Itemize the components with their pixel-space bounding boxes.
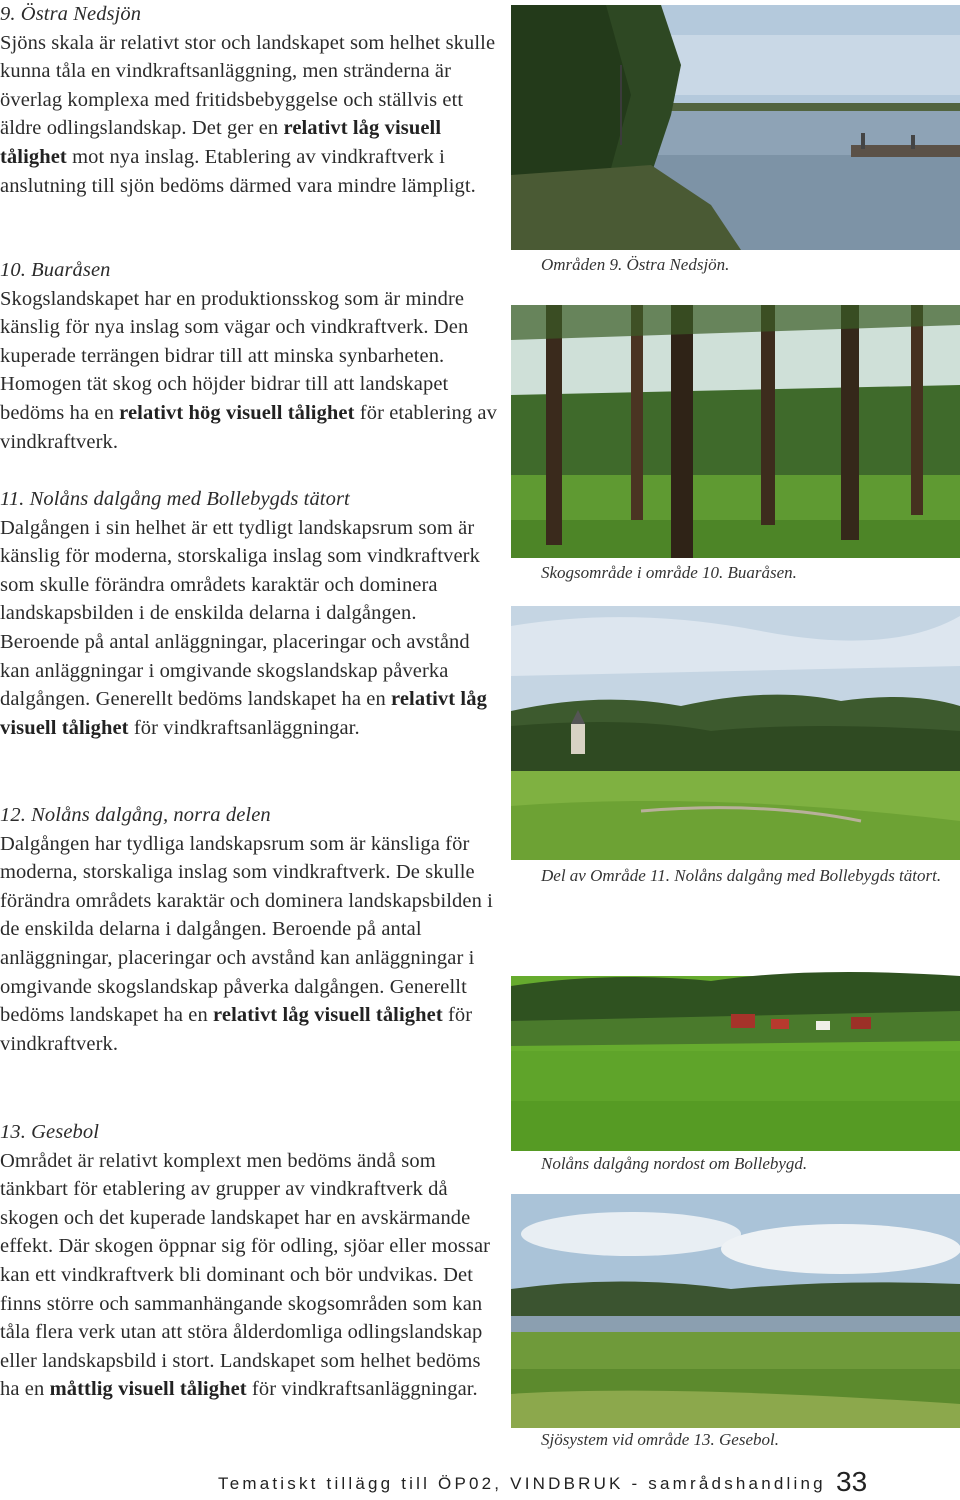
section-heading: 12. Nolåns dalgång, norra delen	[0, 804, 271, 826]
section-nolans-dalgang-bollebygd	[0, 485, 500, 742]
body-text: för vindkraftsanläggningar.	[128, 716, 360, 739]
photo-lakes-gesebol	[511, 1194, 960, 1428]
body-text: för vindkraftsanläggningar.	[246, 1378, 478, 1401]
emphasis-text: måttlig visuell tålighet	[49, 1378, 247, 1401]
photo-caption: Områden 9. Östra Nedsjön.	[541, 255, 730, 274]
photo-caption: Skogsområde i område 10. Buaråsen.	[541, 563, 797, 582]
emphasis-text: relativt hög visuell tålighet	[119, 401, 355, 424]
emphasis-text: relativt låg visuell tålighet	[213, 1004, 443, 1027]
photo-lake-ostra-nedsjon	[511, 5, 960, 250]
body-text: Sjöns skala är relativt stor och landskapet som helhet skulle kunna tåla en vindkraftsanläggning, men stränderna är överlag komplexa med fritidsbebyggelse och ställvis ett äldre odlingslandskap. Det ger en	[0, 31, 496, 140]
photo-caption: Nolåns dalgång nordost om Bollebygd.	[541, 1154, 808, 1173]
body-text: för vindkraftverk.	[0, 1004, 473, 1055]
section-heading: 10. Buaråsen	[0, 259, 111, 281]
section-body	[0, 830, 500, 1059]
emphasis-text: relativt låg visuell tålighet	[0, 117, 442, 168]
section-gesebol	[0, 1118, 500, 1404]
section-buarasen	[0, 256, 500, 456]
section-nolans-dalgang-norra	[0, 801, 500, 1058]
section-body	[0, 285, 500, 457]
body-text: för etablering av vindkraftverk.	[0, 401, 497, 453]
section-heading: 9. Östra Nedsjön	[0, 3, 142, 25]
page-footer: Tematiskt tillägg till ÖP02, VINDBRUK - samrådshandling	[218, 1474, 826, 1493]
body-text: Området är relativt komplext men bedöms ändå som tänkbart för etablering av grupper av vindkraftverk då skogen och det kuperade landskapet har en avskärmande effekt. Där skogen öppnar sig för odling, sjöar eller mossar kan ett vindkraftverk bli dominant och bör undvikas. Det finns större och sammanhängande skogsområden som kan tåla flera verk utan att störa ålderdomliga odlingslandskap eller landskapsbild i stort. Landskapet som helhet bedöms ha en	[0, 1149, 491, 1401]
section-body	[0, 29, 500, 201]
photo-caption: Del av Område 11. Nolåns dalgång med Bollebygds tätort.	[541, 866, 942, 885]
body-text: Skogslandskapet har en produktionsskog som är mindre känslig för nya inslag som vägar och vindkraftverk. Den kuperade terrängen bidrar till att minska synbarheten. Homogen tät skog och höjder bidrar till att landskapet bedöms ha en	[0, 287, 469, 424]
body-text: Dalgången i sin helhet är ett tydligt landskapsrum som är känslig för moderna, storskaliga inslag som vindkraftverk som skulle förändra områdets karaktär och dominera landskapsbilden i de enskilda delarna i dalgången. Beroende på antal anläggningar, placeringar och avstånd kan anläggningar i omgivande skogslandskap påverka dalgången. Generellt bedöms landskapet ha en	[0, 516, 480, 711]
page-number: 33	[836, 1466, 868, 1497]
photo-fields-nolan	[511, 911, 960, 1151]
photo-valley-bollebygd	[511, 606, 960, 860]
section-ostra-nedsjon	[0, 0, 500, 200]
photo-caption: Sjösystem vid område 13. Gesebol.	[541, 1430, 779, 1449]
section-body	[0, 1147, 500, 1404]
body-text: Dalgången har tydliga landskapsrum som är känsliga för moderna, storskaliga inslag som vindkraftverk. De skulle förändra områdets karaktär och dominera landskapsbilden i de enskilda delarna i dalgången. Beroende på antal anläggningar, placeringar och avstånd kan anläggningar i omgivande skogslandskap påverka dalgången. Generellt bedöms landskapet ha en	[0, 832, 493, 1027]
section-body	[0, 514, 500, 743]
photo-forest-buarasen	[511, 305, 960, 558]
section-heading: 13. Gesebol	[0, 1121, 100, 1143]
body-text: mot nya inslag. Etablering av vindkraftverk i anslutning till sjön bedöms därmed vara mindre lämpligt.	[0, 145, 476, 197]
section-heading: 11. Nolåns dalgång med Bollebygds tätort	[0, 488, 350, 510]
emphasis-text: relativt låg visuell tålighet	[0, 688, 487, 739]
